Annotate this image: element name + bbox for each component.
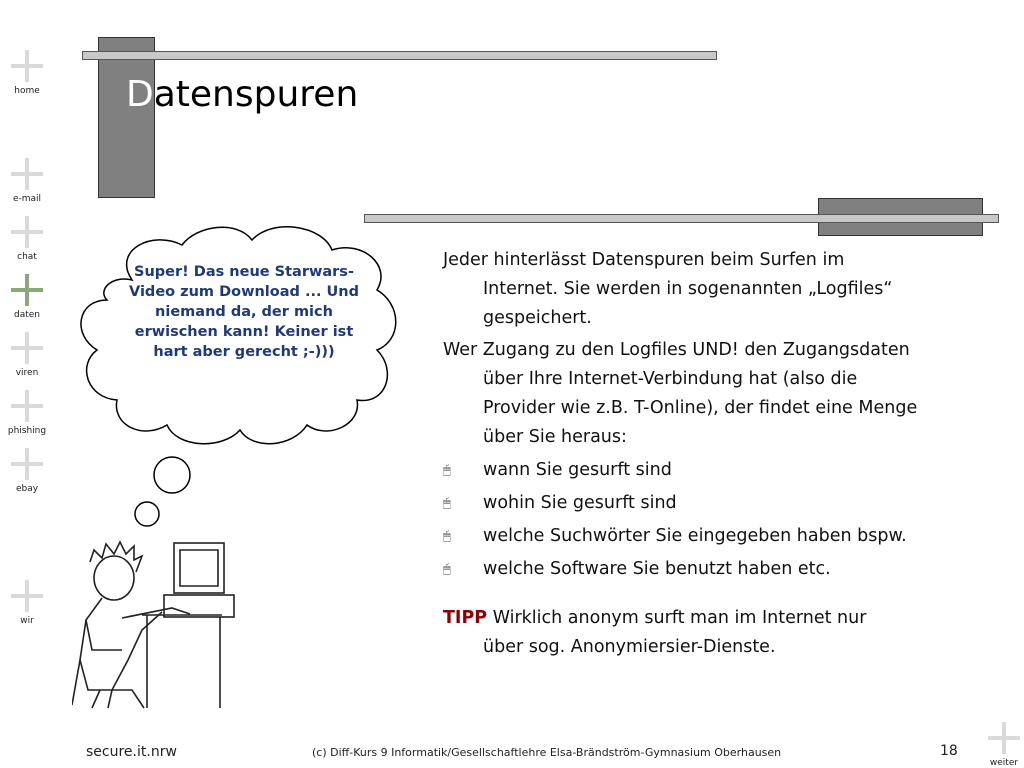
tipp-paragraph (443, 604, 1003, 662)
nav-viren-label: viren (15, 368, 39, 378)
nav-email[interactable] (0, 158, 54, 204)
nav-ebay-label: ebay (15, 484, 39, 494)
tipp-label: TIPP (443, 608, 488, 628)
paragraph-line: Wer Zugang zu den Logfiles UND! den Zugangsdaten (443, 340, 910, 360)
paragraph-line: Provider wie z.B. T-Online), der findet eine Menge (483, 398, 918, 418)
list-item (443, 456, 1003, 485)
footer-copyright: (c) Diff-Kurs 9 Informatik/Gesellschaftlehre Elsa-Brändström-Gymnasium Oberhausen (312, 746, 782, 759)
plus-icon (11, 158, 43, 190)
person-at-computer-sketch (72, 542, 234, 708)
plus-icon (11, 216, 43, 248)
list-item (443, 489, 1003, 518)
mouse-icon: 🖱︎ (443, 496, 451, 511)
page-number: 18 (940, 743, 958, 759)
mouse-icon: 🖱︎ (443, 463, 451, 478)
thought-circle-small (135, 502, 159, 526)
paragraph-line: über Sie heraus: (483, 427, 627, 447)
nav-phishing[interactable] (0, 390, 54, 436)
nav-chat-label: chat (17, 252, 37, 262)
thought-circle-large (154, 457, 190, 493)
nav-chat[interactable] (0, 216, 54, 262)
nav-daten[interactable] (0, 274, 54, 320)
list-item (443, 522, 1003, 551)
title-vertical-bar (98, 37, 155, 198)
main-content (443, 246, 1003, 665)
plus-icon (11, 448, 43, 480)
plus-icon (988, 722, 1020, 754)
plus-icon (11, 332, 43, 364)
plus-icon (11, 390, 43, 422)
nav-weiter[interactable] (977, 722, 1024, 768)
title-rest: atenspuren (153, 74, 359, 115)
list-item-text: welche Suchwörter Sie eingegeben haben bspw. (483, 526, 907, 546)
paragraph-line: über Ihre Internet-Verbindung hat (also die (483, 369, 858, 389)
plus-icon (11, 50, 43, 82)
mouse-icon: 🖱︎ (443, 562, 451, 577)
nav-wir-label: wir (20, 616, 34, 626)
nav-phishing-label: phishing (7, 426, 47, 436)
nav-viren[interactable] (0, 332, 54, 378)
mouse-icon: 🖱︎ (443, 529, 451, 544)
paragraph-line: Jeder hinterlässt Datenspuren beim Surfen im (443, 250, 845, 270)
content-top-line (364, 214, 999, 223)
nav-home-label: home (14, 86, 40, 96)
list-item-text: welche Software Sie benutzt haben etc. (483, 559, 831, 579)
list-item-text: wann Sie gesurft sind (483, 460, 672, 480)
nav-wir[interactable] (0, 580, 54, 626)
nav-email-label: e-mail (12, 194, 42, 204)
nav-ebay[interactable] (0, 448, 54, 494)
footer-site: secure.it.nrw (86, 744, 177, 760)
paragraph-line: Wirklich anonym surft man im Internet nur (492, 608, 867, 628)
paragraph-zugang (443, 336, 1003, 452)
paragraph-line: über sog. Anonymiersier-Dienste. (483, 637, 776, 657)
title-first-letter: D (126, 74, 154, 115)
page-title (126, 74, 358, 115)
list-item-text: wohin Sie gesurft sind (483, 493, 677, 513)
list-item (443, 555, 1003, 584)
nav-weiter-label: weiter (989, 758, 1019, 768)
paragraph-line: Internet. Sie werden in sogenannten „Logfiles“ (483, 279, 893, 299)
plus-icon (11, 580, 43, 612)
plus-icon (11, 274, 43, 306)
paragraph-logfiles (443, 246, 1003, 333)
thought-bubble-text: Super! Das neue Starwars-Video zum Download ... Und niemand da, der mich erwischen kann! Keiner ist hart aber gerecht ;-))) (129, 264, 359, 360)
nav-daten-label: daten (14, 310, 40, 320)
nav-home[interactable] (0, 50, 54, 96)
paragraph-line: gespeichert. (483, 308, 592, 328)
title-top-line (82, 51, 717, 60)
